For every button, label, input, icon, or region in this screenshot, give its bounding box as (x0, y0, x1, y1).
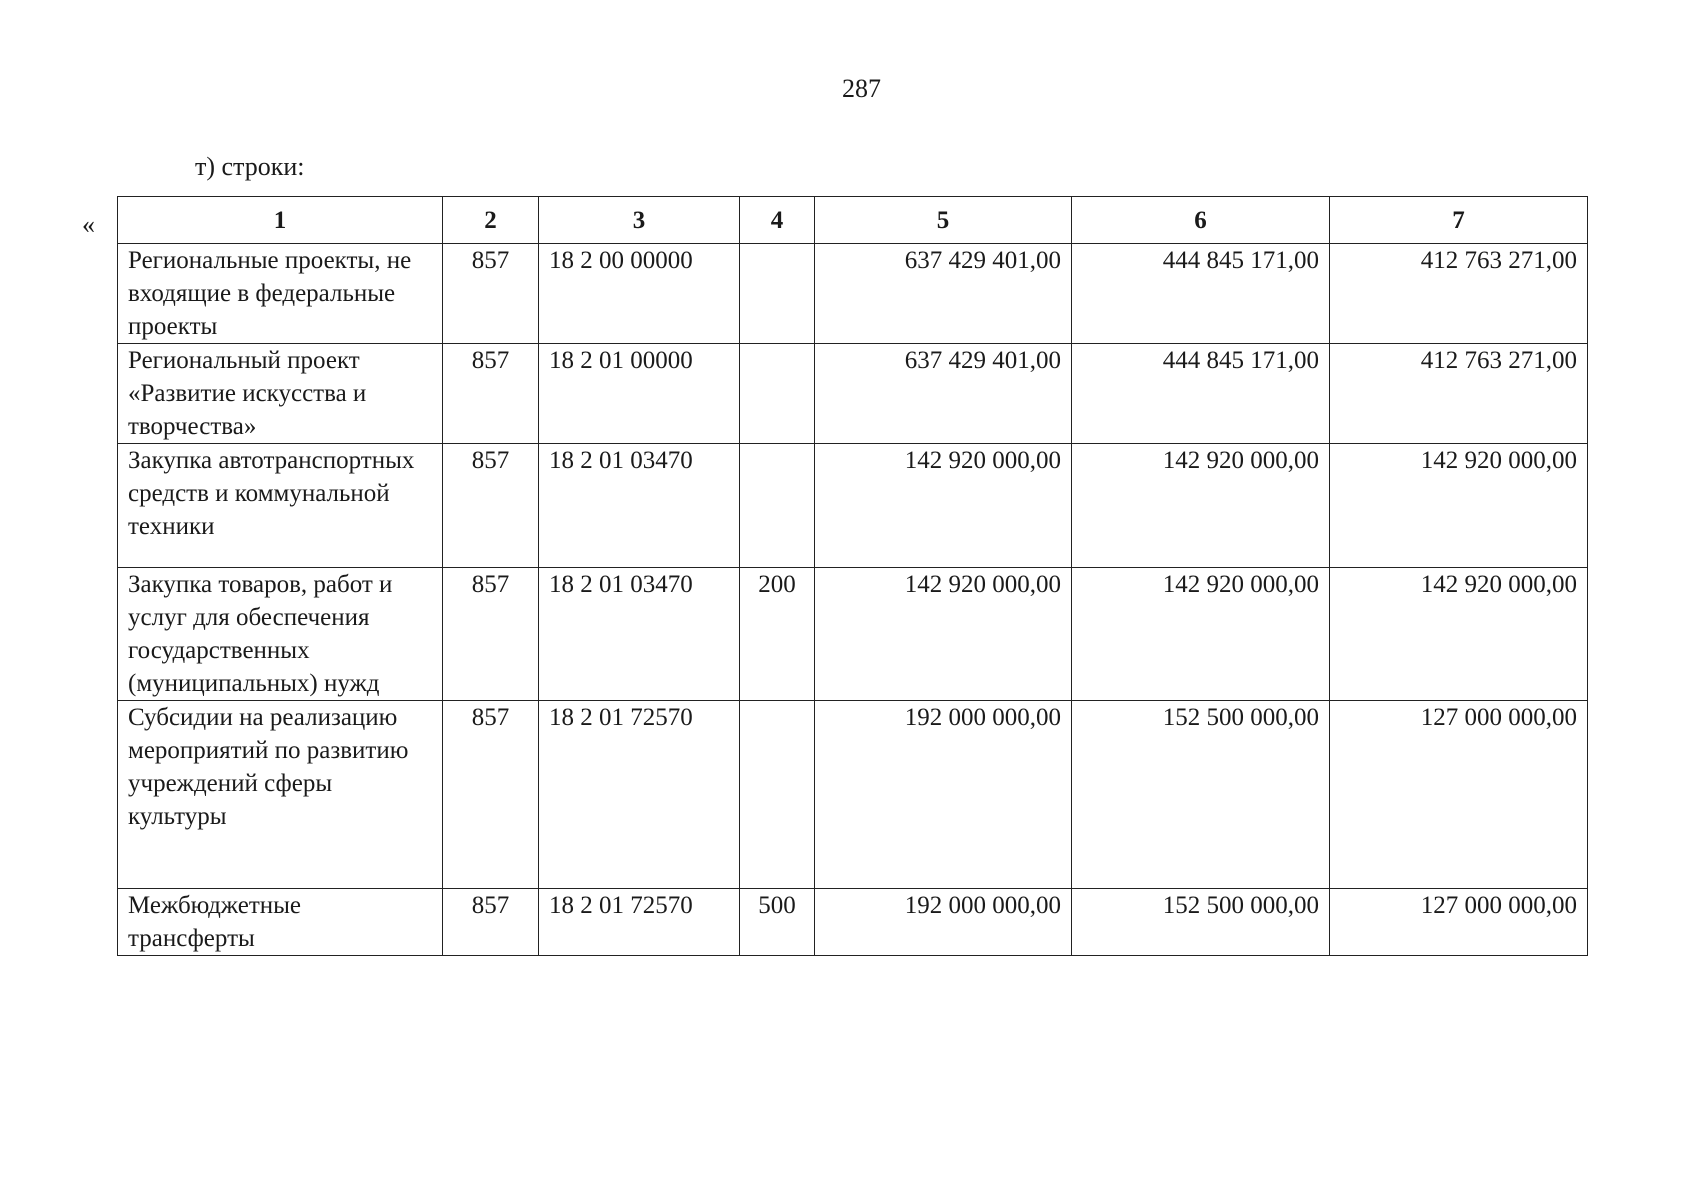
header-col-4: 4 (740, 197, 815, 244)
opening-quote-mark: « (82, 210, 95, 239)
row-code: 857 (443, 701, 539, 889)
budget-table (117, 196, 1588, 956)
row-name: Региональные проекты, не входящие в федеральные проекты (118, 244, 443, 344)
row-amount-5: 637 429 401,00 (815, 344, 1072, 444)
table-row (118, 244, 1588, 344)
row-classifier: 18 2 01 03470 (539, 444, 740, 568)
row-amount-6: 444 845 171,00 (1072, 244, 1330, 344)
table-row (118, 889, 1588, 956)
row-amount-7: 127 000 000,00 (1330, 889, 1588, 956)
row-classifier: 18 2 01 72570 (539, 889, 740, 956)
table-row (118, 568, 1588, 701)
row-amount-6: 152 500 000,00 (1072, 701, 1330, 889)
row-code: 857 (443, 889, 539, 956)
section-intro: т) строки: (195, 152, 305, 181)
row-amount-6: 152 500 000,00 (1072, 889, 1330, 956)
row-code: 857 (443, 344, 539, 444)
row-name: Субсидии на реализацию мероприятий по развитию учреждений сферы культуры (118, 701, 443, 889)
row-amount-7: 142 920 000,00 (1330, 444, 1588, 568)
table-row (118, 444, 1588, 568)
row-amount-5: 142 920 000,00 (815, 444, 1072, 568)
row-type (740, 701, 815, 889)
row-name: Закупка автотранспортных средств и коммунальной техники (118, 444, 443, 568)
header-col-6: 6 (1072, 197, 1330, 244)
header-col-3: 3 (539, 197, 740, 244)
row-name: Межбюджетные трансферты (118, 889, 443, 956)
table-row (118, 344, 1588, 444)
row-code: 857 (443, 568, 539, 701)
row-amount-5: 637 429 401,00 (815, 244, 1072, 344)
row-amount-6: 142 920 000,00 (1072, 444, 1330, 568)
row-name: Региональный проект «Развитие искусства и творчества» (118, 344, 443, 444)
row-code: 857 (443, 444, 539, 568)
header-col-1: 1 (118, 197, 443, 244)
row-type (740, 444, 815, 568)
header-col-5: 5 (815, 197, 1072, 244)
row-classifier: 18 2 01 72570 (539, 701, 740, 889)
row-amount-5: 142 920 000,00 (815, 568, 1072, 701)
row-classifier: 18 2 01 03470 (539, 568, 740, 701)
header-col-7: 7 (1330, 197, 1588, 244)
row-amount-5: 192 000 000,00 (815, 889, 1072, 956)
row-classifier: 18 2 00 00000 (539, 244, 740, 344)
row-type: 500 (740, 889, 815, 956)
row-type (740, 244, 815, 344)
row-amount-7: 412 763 271,00 (1330, 344, 1588, 444)
table-header-row (118, 197, 1588, 244)
row-type (740, 344, 815, 444)
table-row (118, 701, 1588, 889)
row-amount-6: 142 920 000,00 (1072, 568, 1330, 701)
row-type: 200 (740, 568, 815, 701)
row-amount-7: 412 763 271,00 (1330, 244, 1588, 344)
row-amount-7: 142 920 000,00 (1330, 568, 1588, 701)
row-amount-7: 127 000 000,00 (1330, 701, 1588, 889)
row-classifier: 18 2 01 00000 (539, 344, 740, 444)
header-col-2: 2 (443, 197, 539, 244)
row-amount-6: 444 845 171,00 (1072, 344, 1330, 444)
page-number: 287 (842, 74, 881, 103)
row-amount-5: 192 000 000,00 (815, 701, 1072, 889)
row-name: Закупка товаров, работ и услуг для обеспечения государственных (муниципальных) нужд (118, 568, 443, 701)
row-code: 857 (443, 244, 539, 344)
